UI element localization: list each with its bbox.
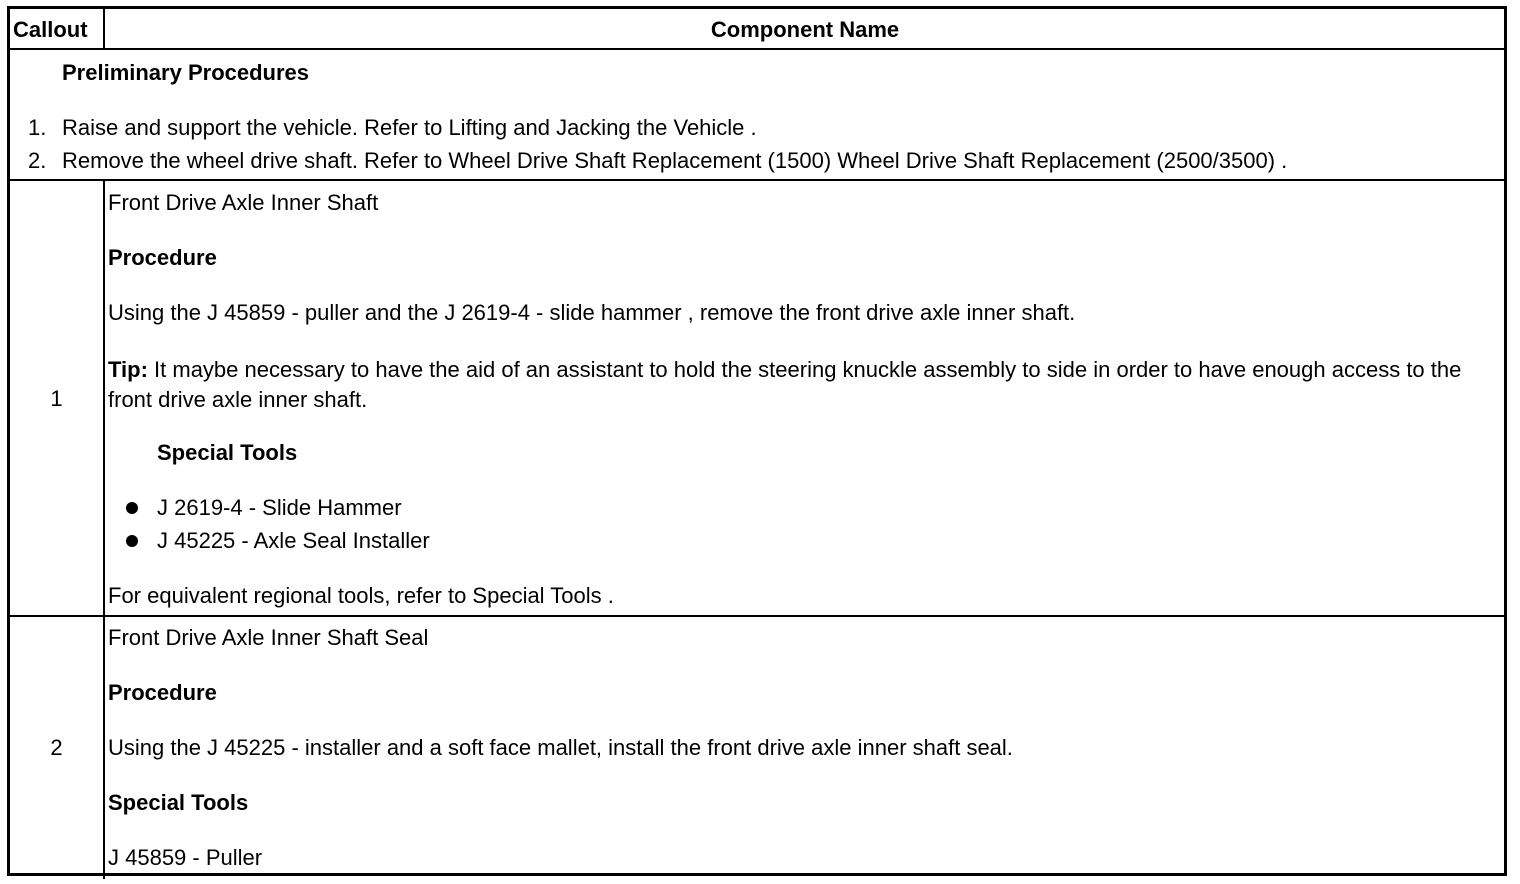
regional-tools-note: For equivalent regional tools, refer to Special Tools . [108,583,614,608]
tool-item: J 2619-4 - Slide Hammer [157,495,402,520]
procedure-text: Using the J 45859 - puller and the J 2619-4 - slide hammer , remove the front drive axle inner shaft. [108,300,1076,325]
tool-item: J 45859 - Puller [108,845,263,870]
header-rule [10,48,1504,50]
header-component-name: Component Name [710,17,900,42]
preliminary-step: Raise and support the vehicle. Refer to Lifting and Jacking the Vehicle . [62,115,757,140]
procedure-label: Procedure [108,680,217,705]
header-callout: Callout [13,17,88,42]
procedure-text: Using the J 45225 - installer and a soft face mallet, install the front drive axle inner shaft seal. [108,735,1013,760]
callout-number: 1 [50,386,63,411]
preliminary-title: Preliminary Procedures [62,60,310,85]
preliminary-step: Remove the wheel drive shaft. Refer to Wheel Drive Shaft Replacement (1500) Wheel Drive Shaft Replacement (2500/3500) . [62,148,1288,173]
procedure-table [7,6,1507,876]
callout-number: 2 [50,735,63,760]
bullet-icon [126,535,138,547]
bullet-icon [126,502,138,514]
special-tools-label: Special Tools [108,790,249,815]
preliminary-step-number: 1. [28,115,47,140]
tip-label: Tip: [108,357,148,382]
row-rule [10,615,1504,617]
callout-divider [103,179,105,616]
tip-text: It maybe necessary to have the aid of an assistant to hold the steering knuckle assembly to side in order to have enough access to the front drive axle inner shaft. [108,357,1462,412]
tool-item: J 45225 - Axle Seal Installer [157,528,430,553]
preliminary-step-number: 2. [28,148,47,173]
tip-note [108,355,1503,415]
procedure-label: Procedure [108,245,217,270]
callout-divider [103,615,105,879]
header-divider [103,9,105,48]
special-tools-label: Special Tools [157,440,298,465]
component-name: Front Drive Axle Inner Shaft Seal [108,625,429,650]
row-rule [10,179,1504,181]
component-name: Front Drive Axle Inner Shaft [108,190,379,215]
